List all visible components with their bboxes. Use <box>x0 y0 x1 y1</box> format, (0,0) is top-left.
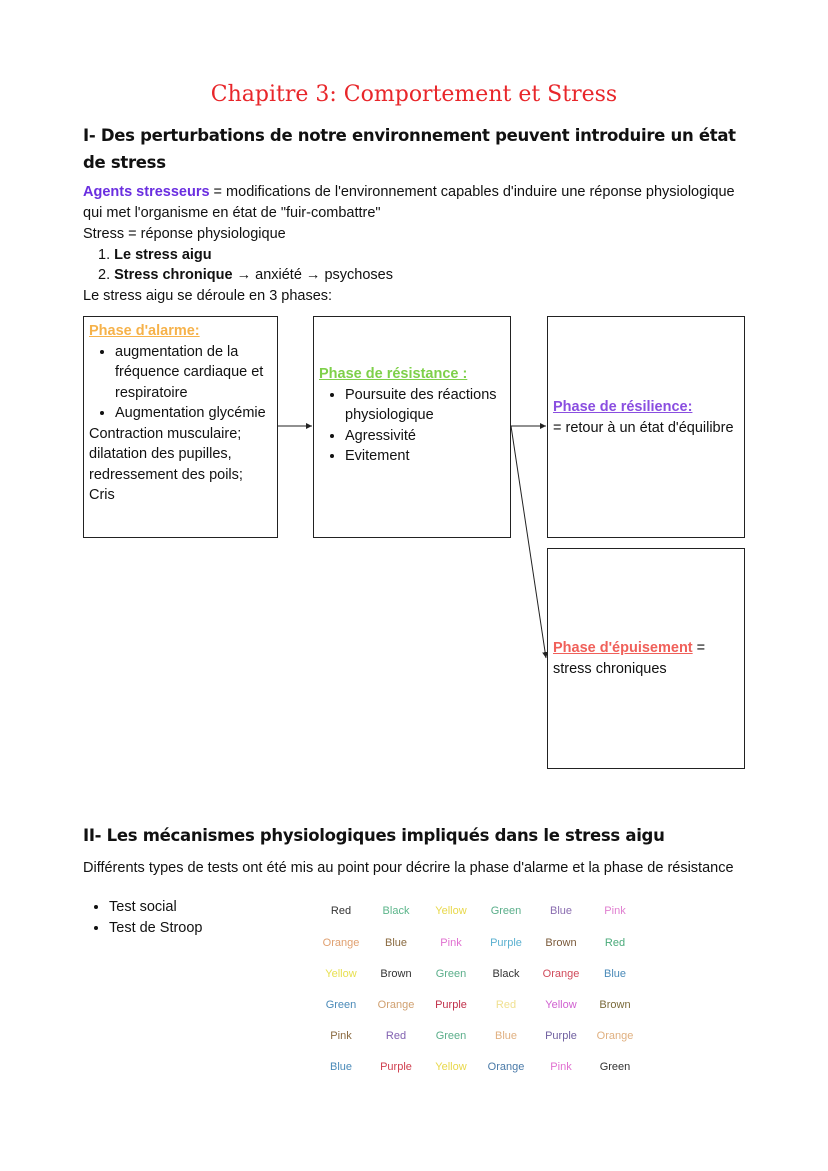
stroop-word: Blue <box>384 937 408 949</box>
list-rest: → anxiété → psychoses <box>232 267 393 283</box>
stroop-word: Blue <box>603 968 627 980</box>
stroop-word: Green <box>435 1030 467 1042</box>
stroop-word: Black <box>382 905 410 917</box>
stroop-word: Blue <box>329 1061 353 1073</box>
list-item: • Evitement <box>345 446 505 467</box>
section-2-heading: II- Les mécanismes physiologiques impliqués dans le stress aigu <box>83 826 665 845</box>
stroop-word: Black <box>492 968 520 980</box>
stroop-word: Orange <box>487 1061 525 1073</box>
tests-list <box>83 897 203 939</box>
stroop-word: Orange <box>542 968 580 980</box>
stroop-word: Orange <box>377 999 415 1011</box>
stroop-word: Red <box>604 937 626 949</box>
list-item: • Test de Stroop <box>109 918 203 939</box>
phase-resistance-label: Phase de résistance : <box>319 366 468 382</box>
stroop-word: Brown <box>380 968 412 980</box>
phase-alarme-text: Contraction musculaire; dilatation des pupilles, redressement des poils; Cris <box>89 425 243 503</box>
list-item: • augmentation de la fréquence cardiaque et respiratoire <box>115 342 272 404</box>
stroop-word: Yellow <box>545 999 577 1011</box>
stroop-word: Pink <box>440 937 462 949</box>
stroop-word: Purple <box>490 937 522 949</box>
phase-resilience-text: = retour à un état d'équilibre <box>553 419 734 436</box>
phase-epuisement-label: Phase d'épuisement <box>553 640 693 656</box>
phase-resilience-label: Phase de résilience: <box>553 399 693 415</box>
list-num: 2. <box>98 267 111 283</box>
phase-epuisement-text: = stress chroniques <box>553 640 706 677</box>
stroop-word: Brown <box>545 937 577 949</box>
list-item: • Poursuite des réactions physiologique <box>345 385 505 426</box>
stroop-word: Green <box>325 999 357 1011</box>
stroop-word: Yellow <box>325 968 357 980</box>
stroop-word: Purple <box>435 999 467 1011</box>
stroop-word: Purple <box>545 1030 577 1042</box>
stroop-word: Brown <box>599 999 631 1011</box>
stroop-word: Blue <box>494 1030 518 1042</box>
stroop-word: Green <box>490 905 522 917</box>
stroop-word: Orange <box>596 1030 634 1042</box>
stroop-word: Blue <box>549 905 573 917</box>
list-item: • Augmentation glycémie <box>115 403 272 424</box>
stroop-word: Red <box>385 1030 407 1042</box>
stroop-word: Green <box>599 1061 631 1073</box>
list-bold: Le stress aigu <box>114 247 212 263</box>
stroop-word: Red <box>495 999 517 1011</box>
stroop-word: Yellow <box>435 1061 467 1073</box>
stress-definition: Stress = réponse physiologique <box>83 226 286 242</box>
agents-def-text: = modifications de l'environnement capables d'induire une réponse physiologique qui met l'organisme en état de "fuir-combattre" <box>83 184 735 221</box>
arrow-resistance-epuisement <box>511 426 546 658</box>
agents-term: Agents stresseurs <box>83 184 210 200</box>
list-num: 1. <box>98 247 111 263</box>
section-2-intro: Différents types de tests ont été mis au point pour décrire la phase d'alarme et la phase de résistance <box>83 860 734 876</box>
stroop-word: Purple <box>380 1061 412 1073</box>
chapter-title: Chapitre 3: Comportement et Stress <box>210 82 618 107</box>
phase-alarme-label: Phase d'alarme: <box>89 323 200 339</box>
section-1-heading: I- Des perturbations de notre environnement peuvent introduire un état de stress <box>83 126 736 172</box>
list-item: • Test social <box>109 897 203 918</box>
stroop-word: Pink <box>550 1061 572 1073</box>
stroop-word: Yellow <box>435 905 467 917</box>
stroop-word: Pink <box>604 905 626 917</box>
list-bold: Stress chronique <box>114 267 233 283</box>
stroop-word: Pink <box>330 1030 352 1042</box>
stroop-word: Green <box>435 968 467 980</box>
phases-intro: Le stress aigu se déroule en 3 phases: <box>83 288 333 304</box>
list-item: • Agressivité <box>345 426 505 447</box>
stroop-word: Red <box>330 905 352 917</box>
stroop-word: Orange <box>322 937 360 949</box>
